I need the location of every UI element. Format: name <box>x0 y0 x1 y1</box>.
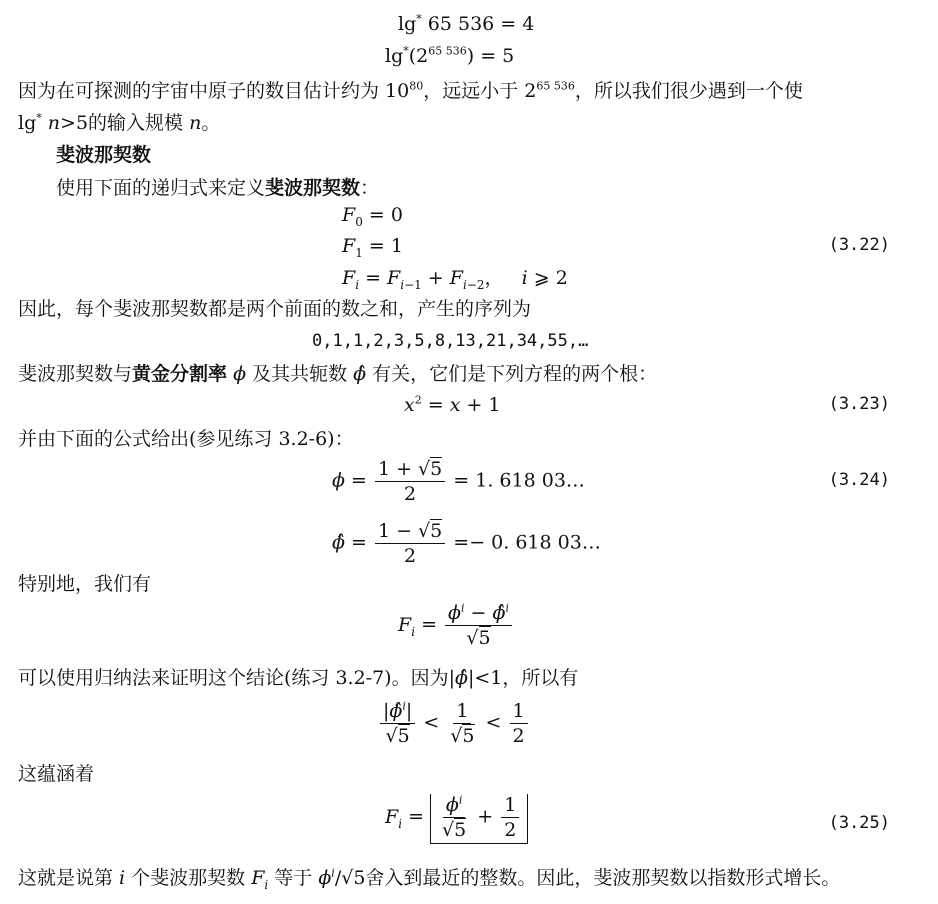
equation-number-3-24: (3.24) <box>828 470 890 490</box>
equation-lg-star-65536: lg* 65 536 = 4 <box>398 12 535 35</box>
equation-f1: $F_1 = 1$ <box>342 235 403 260</box>
equation-number-3-22: (3.22) <box>828 235 890 255</box>
equation-lg-star-2-pow: $\lg^*(2^{65 536}) = 5$ <box>385 44 515 67</box>
paragraph-special: 特别地，我们有 <box>18 573 152 595</box>
equation-phi-hat: ϕ̂ = $\frac{1 - √5}{2}$ =− 0. 618 03… <box>332 520 601 567</box>
equation-inequality: $\frac{|\phî^i|}{√5}$ < $\frac{1}{√5}$ < $\frac{1}{2}$ <box>378 700 530 747</box>
fibonacci-sequence: 0,1,1,2,3,5,8,13,21,34,55,… <box>312 331 589 351</box>
equation-quadratic: $x^2 = x + 1$ <box>404 393 501 416</box>
paragraph-sequence: 因此，每个斐波那契数都是两个前面的数之和，产生的序列为 <box>18 298 532 320</box>
paragraph-formula: 并由下面的公式给出(参见练习 3.2-6)： <box>18 428 354 450</box>
paragraph-atoms-line-1: 因为在可探测的宇宙中原子的数目估计约为 $10^{80}$，远远小于 $2^{65 536}$，所以我们很少遇到一个使 <box>18 79 803 102</box>
paragraph-golden-ratio: 斐波那契数与黄金分割率 ϕ 及其共轭数 ϕ̂ 有关，它们是下列方程的两个根： <box>18 363 658 385</box>
equation-fi: $F_i = F_{i-1} + F_{i-2}$， i ⩾ 2 <box>342 267 568 292</box>
paragraph-atoms-line-2: lg* n>5的输入规模 n。 <box>18 111 221 134</box>
equation-f0: $F_0 = 0$ <box>342 204 403 229</box>
paragraph-final: 这就是说第 i 个斐波那契数 $F_i$ 等于 $\phi^i/√5$舍入到最近的整数。因此，斐波那契数以指数形式增长。 <box>18 866 841 892</box>
equation-number-3-23: (3.23) <box>828 394 890 414</box>
paragraph-implies: 这蕴涵着 <box>18 763 95 785</box>
equation-binet: $F_i$ = $\frac{\phi^i - \phî^i}{√5}$ <box>398 602 514 649</box>
paragraph-induction: 可以使用归纳法来证明这个结论(练习 3.2-7)。因为|ϕ̂|<1，所以有 <box>18 667 579 689</box>
equation-rounding: $F_i$ = $\frac{\phi^i}{√5}$ + $\frac{1}{2}$ <box>385 794 528 844</box>
paragraph-definition: 使用下面的递归式来定义斐波那契数： <box>56 177 380 199</box>
section-heading-fibonacci: 斐波那契数 <box>56 144 152 166</box>
equation-number-3-25: (3.25) <box>828 813 890 833</box>
equation-phi: ϕ = $\frac{1 + √5}{2}$ = 1. 618 03… <box>332 458 585 505</box>
